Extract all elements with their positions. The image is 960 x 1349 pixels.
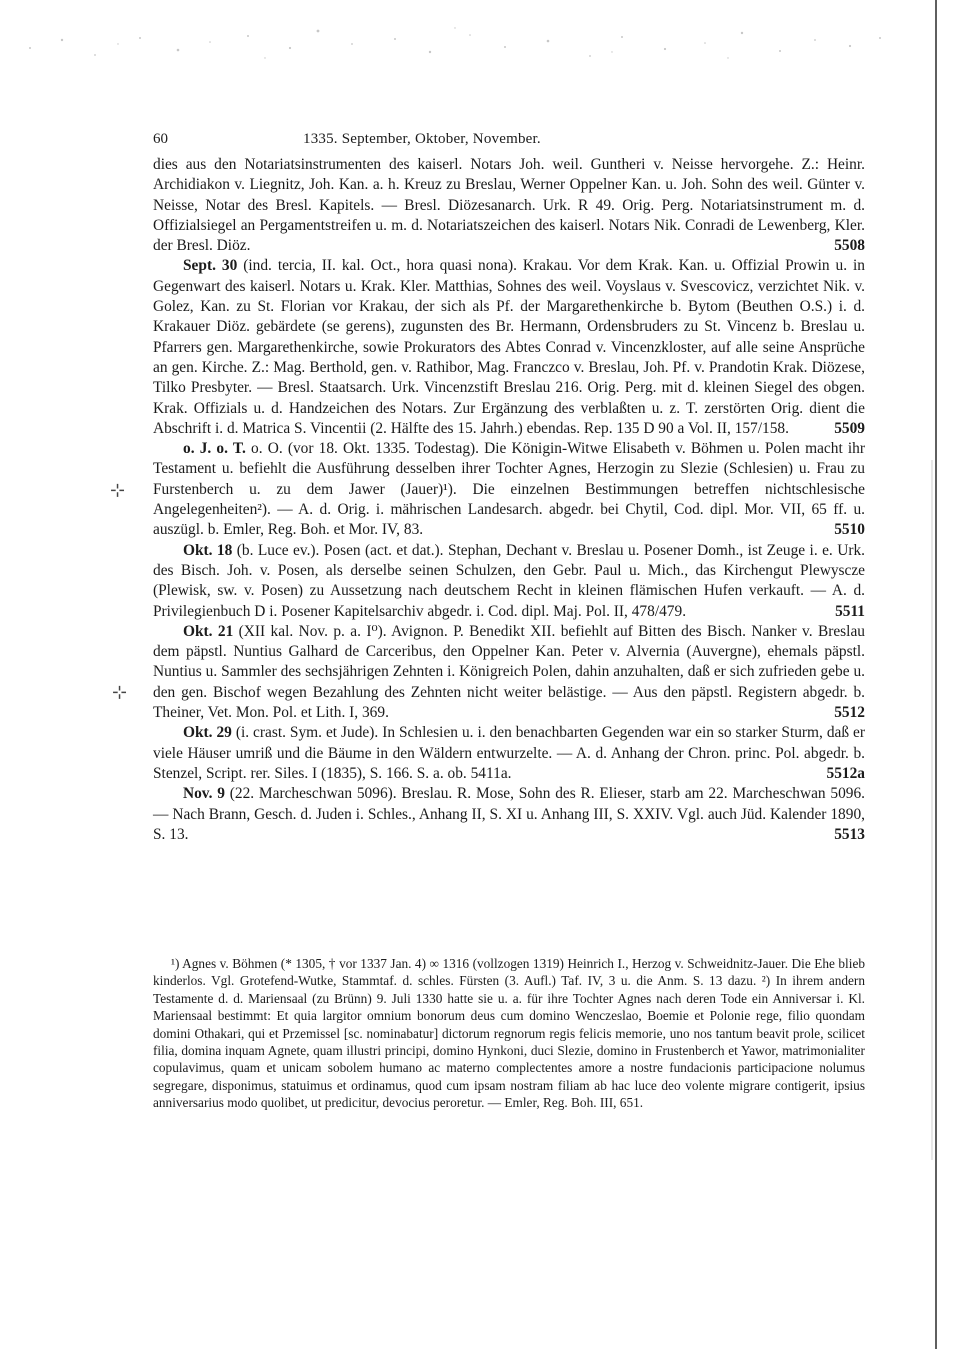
entry-date: Okt. 21 <box>183 622 234 640</box>
entry-text: (22. Marcheschwan 5096). Breslau. R. Mose, Sohn des R. Elieser, starb am 22. Marcheschwan 5096. — Nach Brann, Gesch. d. Juden i. Schles., Anhang II, S. XI u. Anhang III, S. XXIV. Vgl. auch Jüd. Kalender 1890, S. 13. <box>153 785 866 843</box>
entry-text: dies aus den Notariatsinstrumenten des kaiserl. Notars Joh. weil. Guntheri v. Neisse hervorgehe. Z.: Heinr. Archidiakon v. Liegnitz, Joh. Kan. a. h. Kreuz zu Breslau, Werner Oppelner Kan. u. Joh. Sohn des weil. Günter v. Neisse, Notar des Bresl. Kapitels. — Bresl. Diözesanarch. Urk. R 49. Orig. Perg. Notariatsinstrument m. d. Offizialsiegel an Pergamentstreifen u. m. d. Notariatszeichen des kaiserl. Notars Nik. Conradi de Lewenberg, Kler. der Bresl. Diöz. <box>153 156 865 255</box>
entry-number: 5512a <box>826 764 865 782</box>
entry-date: Sept. 30 <box>183 257 238 275</box>
entry-number: 5513 <box>834 825 865 843</box>
entry-date: o. J. o. T. <box>183 440 246 458</box>
entry-text: (i. crast. Sym. et Jude). In Schlesien u. i. den benachbarten Gegenden war ein so starker Sturm, daß er viele Häuser umriß und die Bäume in den Wäldern entwurzelte. — A. d. Anhang der Chron. princ. Pol. abgedr. b. Stenzel, Script. rer. Siles. I (1835), S. 166. S. a. ob. 5411a. <box>153 724 865 782</box>
entry-date: Okt. 18 <box>183 541 233 559</box>
entry-date: Okt. 29 <box>183 724 232 742</box>
regest-entry <box>153 622 865 723</box>
scan-speckle-noise <box>0 0 960 90</box>
entry-date: Nov. 9 <box>183 785 225 803</box>
regest-entry <box>153 541 865 622</box>
regest-entry <box>153 784 865 845</box>
footnotes <box>153 955 865 1112</box>
entry-text: o. O. (vor 18. Okt. 1335. Todestag). Die Königin-Witwe Elisabeth v. Böhmen u. Polen macht ihr Testament u. befiehlt die Ausführung desselben ihrer Tochter Agnes, Herzogin zu Slezie (Schlesien) u. Frau zu Furstenberch u. zu dem Jawer (Jauer)¹). Die einzelnen Bestimmungen betreffen nichtschlesische Angelegenheiten²). — A. d. Orig. i. mährischen Landesarch. abgedr. bei Chytil, Cod. dipl. Mor. VII, 65 ff. u. auszügl. b. Emler, Reg. Boh. et Mor. IV, 83. <box>153 440 865 539</box>
footnote: ¹) Agnes v. Böhmen (* 1305, † vor 1337 Jan. 4) ∞ 1316 (vollzogen 1319) Heinrich I., Herzog v. Schweidnitz-Jauer. Die Ehe blieb kinderlos. Vgl. Grotefend-Wutke, Stammtaf. d. schles. Fürsten (3. Aufl.) Taf. IV, 3 u. die Anm. S. 13 dazu. ²) In ihrem andern Testamente d. d. Mariensaal (zu Brünn) 9. Juli 1330 hatte sie u. a. für ihre Tochter Agnes nach deren Tode ein Anniversar i. Kl. Mariensaal bestimmt: Et quia largitor omnium bonorum deus cum domino Wenczeslao, Boemie et Polonie rege, filio quondam domini Othakari, qui et Przemissel [sc. nominabatur] dictorum regnorum regis felicis memorie, uno nos tantum beavit prole, scilicet filia, domina inquam Agnete, quam illustri principi, domino Hynkoni, duci Slezie, domino in Frustenberch et Yawor, matrimonialiter copulavimus, quam et unicam sobolem humano ac materno complectentes amore a nostre fundacionis participacione nolumus segregare, disponimus, statuimus et ordinamus, quod cum ipsam nostram filiam ab hac luce deo volente migrare contigerit, ipsius anniversarius modo quolibet, ut predicitur, devocius peroretur. — Emler, Reg. Boh. III, 651. <box>153 956 865 1111</box>
entry-number: 5508 <box>834 237 865 255</box>
entry-text: (ind. tercia, II. kal. Oct., hora quasi nona). Krakau. Vor dem Krak. Kan. u. Offizial Prowin u. in Gegenwart des kaiserl. Notars u. Krak. Kler. Matthias, Sohnes des weil. Voyslaus v. Svescovicz, verzichtet Nik. v. Golez, Kan. zu St. Florian vor Krakau, der sich als Pf. der Margarethenkirche b. Bytom (Beuthen O.S.) i. d. Krakauer Diöz. gebärdete (se gerens), zugunsten des Br. Hermann, Ordensbruders zu St. Vincenz b. Breslau u. Pfarrers gen. Margarethenkirche, sowie Prokurators des Abtes Conrad v. Vincenzkloster, auf alle seine Ansprüche an gen. Kirche. Z.: Mag. Berthold, gen. v. Rathibor, Mag. Franczco v. Breslau, Joh. Pf. v. Prandotin Krak. Diözese, Tilko Presbyter. — Bresl. Staatsarch. Urk. Vincenzstift Breslau 216. Orig. Perg. mit d. kleinen Siegel des obgen. Krak. Offizials u. d. Handzeichen des Notars. Zur Ergänzung des verblaßten u. z. T. zerstörten Orig. dient die Abschrift i. d. Matrica S. Vincentii (2. Hälfte des 15. Jahrh.) ebendas. Rep. 135 D 90 a Vol. II, 157/158. <box>153 257 865 437</box>
regest-entry <box>153 256 865 439</box>
entry-number: 5509 <box>834 419 865 437</box>
document-body <box>153 155 865 845</box>
entry-text: (XII kal. Nov. p. a. I⁰). Avignon. P. Benedikt XII. befiehlt auf Bitten des Bisch. Nanker v. Breslau dem päpstl. Nuntius Galhard de Carceribus, den Oppelner Kan. Peter v. Alvernia (Auvergne), ehemals päpstl. Nuntius u. Sammler des sechsjährigen Zehnten i. Königreich Polen, dahin anzuhalten, daß er sich zufrieden gebe u. den gen. Bischof wegen Bezahlung des Zehnten nicht weiter belästige. — Aus den päpstl. Registern abgedr. b. Theiner, Vet. Mon. Pol. et Lith. I, 369. <box>153 622 865 722</box>
running-header <box>153 131 873 151</box>
page-number: 60 <box>153 131 168 147</box>
entry-number: 5512 <box>834 704 865 722</box>
regest-entry <box>153 439 865 540</box>
entry-number: 5511 <box>835 602 865 620</box>
margin-cross-mark: ⊹ <box>110 480 126 500</box>
regest-entry <box>153 723 865 784</box>
margin-cross-mark: ⊹ <box>112 682 128 702</box>
regest-entry <box>153 155 865 256</box>
entry-text: (b. Luce ev.). Posen (act. et dat.). Stephan, Dechant v. Breslau u. Posener Domh., ist Zeuge i. e. Urk. des Bisch. Joh. v. Posen, als derselbe seinen Schulzen, den Gebr. Paul u. Mich., das Kirchengut Plewyscze (Plewisk, sw. v. Posen) zu Aussetzung nach deutschem Recht in kleinen flämischen Hufen verkauft. — A. d. Privilegienbuch D i. Posener Kapitelsarchiv abgedr. i. Cod. dipl. Maj. Pol. II, 478/479. <box>153 541 865 620</box>
running-title: 1335. September, Oktober, November. <box>303 131 541 147</box>
scan-right-edge-line <box>928 0 960 1349</box>
entry-number: 5510 <box>834 521 865 539</box>
